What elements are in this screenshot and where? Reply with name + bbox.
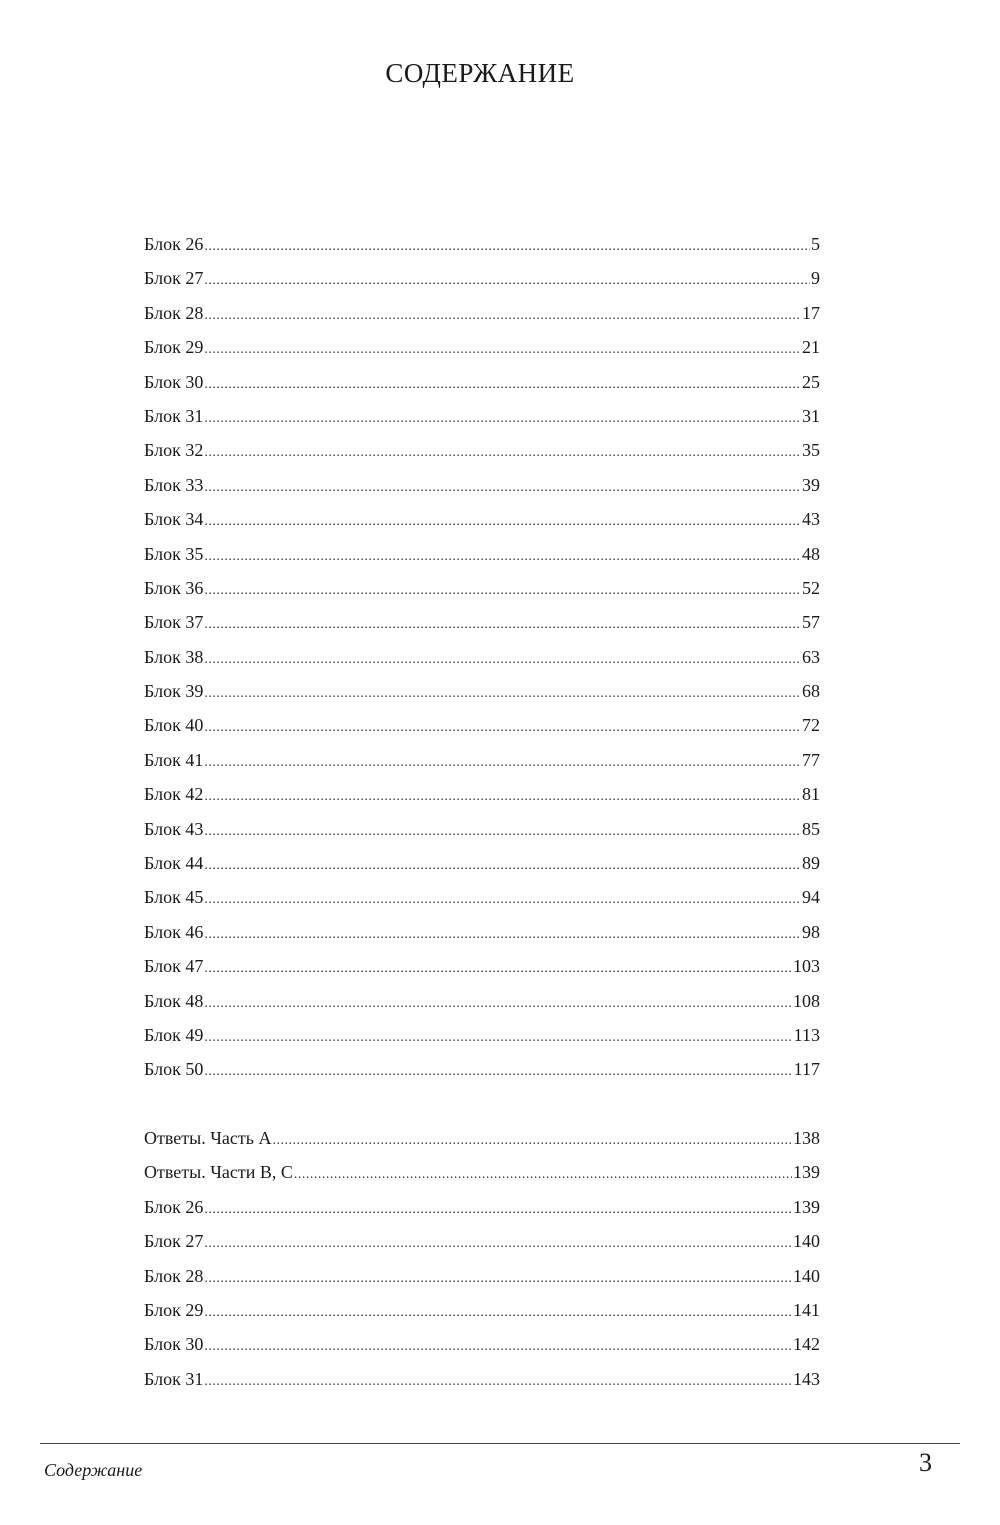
toc-leader-dots [204, 677, 801, 711]
toc-entry-page: 103 [793, 956, 820, 977]
toc-leader-dots [204, 918, 801, 952]
toc-entry-label: Блок 45 [144, 887, 204, 908]
toc-entry-label: Блок 42 [144, 784, 204, 805]
toc-entry[interactable] [144, 468, 820, 502]
toc-entry[interactable] [144, 296, 820, 330]
footer-page-number: 3 [919, 1448, 932, 1477]
toc-leader-dots [204, 1296, 792, 1330]
toc-entry[interactable] [144, 365, 820, 399]
toc-entry-page: 48 [802, 543, 820, 564]
toc-entry-label: Блок 27 [144, 1231, 204, 1252]
toc-leader-dots [204, 574, 801, 608]
toc-entry-label: Блок 38 [144, 646, 204, 667]
toc-entry-label: Блок 32 [144, 440, 204, 461]
toc-entry[interactable] [144, 743, 820, 777]
toc-leader-dots [204, 1365, 792, 1399]
toc-leader-dots [204, 1055, 792, 1089]
toc-entry-label: Блок 30 [144, 371, 204, 392]
footer-section-title: Содержание [44, 1460, 143, 1480]
toc-entry-label: Блок 31 [144, 405, 204, 426]
toc-entry[interactable] [144, 846, 820, 880]
toc-entry-page: 140 [793, 1265, 820, 1286]
toc-leader-dots [204, 952, 792, 986]
toc-entry[interactable] [144, 330, 820, 364]
toc-entry-page: 77 [802, 749, 820, 770]
toc-leader-dots [204, 608, 801, 642]
toc-entry-label: Блок 29 [144, 1299, 204, 1320]
toc-entry-page: 57 [802, 612, 820, 633]
toc-leader-dots [204, 1330, 792, 1364]
toc-entry-page: 94 [802, 887, 820, 908]
toc-entry-page: 17 [802, 302, 820, 323]
toc-entry-page: 39 [802, 474, 820, 495]
toc-entry[interactable] [144, 674, 820, 708]
toc-entry[interactable] [144, 1121, 820, 1155]
toc-entry-page: 141 [793, 1299, 820, 1320]
toc-entry-page: 85 [802, 818, 820, 839]
toc-leader-dots [204, 230, 810, 264]
toc-leader-dots [204, 1262, 792, 1296]
toc-entry-label: Блок 47 [144, 956, 204, 977]
toc-leader-dots [204, 780, 801, 814]
toc-entry-page: 63 [802, 646, 820, 667]
toc-entry[interactable] [144, 1224, 820, 1258]
toc-entry-label: Блок 37 [144, 612, 204, 633]
toc-entry[interactable] [144, 708, 820, 742]
toc-entry-page: 25 [802, 371, 820, 392]
toc-entry-label: Блок 28 [144, 1265, 204, 1286]
toc-entry-label: Ответы. Часть А [144, 1128, 272, 1148]
toc-entry[interactable] [144, 1052, 820, 1086]
toc-entry-page: 21 [802, 337, 820, 358]
toc-leader-dots [204, 746, 801, 780]
toc-entry[interactable] [144, 605, 820, 639]
toc-entry-page: 31 [802, 405, 820, 426]
toc-answers-list [144, 1121, 820, 1396]
toc-entry-label: Блок 49 [144, 1024, 204, 1045]
toc-entry-page: 98 [802, 921, 820, 942]
toc-entry[interactable] [144, 812, 820, 846]
toc-entry-page: 139 [793, 1196, 820, 1217]
toc-entry-label: Блок 39 [144, 681, 204, 702]
toc-entry-label: Блок 27 [144, 268, 204, 289]
toc-entry-label: Блок 30 [144, 1334, 204, 1355]
toc-entry[interactable] [144, 640, 820, 674]
toc-entry-label: Блок 28 [144, 302, 204, 323]
toc-entry-label: Блок 44 [144, 853, 204, 874]
toc-entry-page: 72 [802, 715, 820, 736]
toc-leader-dots [204, 643, 801, 677]
toc-leader-dots [204, 1227, 792, 1261]
toc-entry-label: Блок 36 [144, 577, 204, 598]
toc-leader-dots [204, 815, 801, 849]
toc-entry-label: Блок 31 [144, 1368, 204, 1389]
toc-entry-page: 113 [793, 1024, 820, 1045]
toc-entry-page: 139 [793, 1162, 820, 1183]
toc-entry-page: 117 [793, 1059, 820, 1080]
toc-entry-page: 81 [802, 784, 820, 805]
toc-entry[interactable] [144, 1155, 820, 1189]
toc-entry-page: 68 [802, 681, 820, 702]
toc-entry[interactable] [144, 571, 820, 605]
toc-entry[interactable] [144, 1190, 820, 1224]
toc-entry-page: 35 [802, 440, 820, 461]
toc-entry[interactable] [144, 984, 820, 1018]
toc-leader-dots [272, 1124, 792, 1158]
toc-entry-label: Блок 29 [144, 337, 204, 358]
toc-entry[interactable] [144, 399, 820, 433]
toc-entry-page: 108 [793, 990, 820, 1011]
toc-entry[interactable] [144, 433, 820, 467]
toc-entry-label: Блок 40 [144, 715, 204, 736]
toc-entry-page: 142 [793, 1334, 820, 1355]
toc-leader-dots [204, 987, 792, 1021]
toc-entry[interactable] [144, 1327, 820, 1361]
toc-entry-page: 140 [793, 1231, 820, 1252]
toc-entry-label: Блок 41 [144, 749, 204, 770]
toc-main-list [144, 227, 820, 1087]
toc-entry[interactable] [144, 949, 820, 983]
toc-leader-dots [204, 471, 801, 505]
toc-entry[interactable] [144, 1259, 820, 1293]
toc-entry-label: Блок 43 [144, 818, 204, 839]
toc-entry[interactable] [144, 1362, 820, 1396]
toc-entry[interactable] [144, 1293, 820, 1327]
toc-leader-dots [204, 368, 801, 402]
toc-entry[interactable] [144, 777, 820, 811]
toc-entry-label: Блок 34 [144, 509, 204, 530]
toc-entry[interactable] [144, 880, 820, 914]
page-title: СОДЕРЖАНИЕ [385, 58, 575, 88]
toc-entry-label: Блок 46 [144, 921, 204, 942]
toc-entry[interactable] [144, 261, 820, 295]
footer-divider [40, 1443, 960, 1444]
toc-entry-page: 89 [802, 853, 820, 874]
toc-leader-dots [204, 505, 801, 539]
toc-entry-label: Блок 33 [144, 474, 204, 495]
toc-entry[interactable] [144, 227, 820, 261]
toc-entry-label: Блок 26 [144, 1196, 204, 1217]
toc-entry-page: 52 [802, 577, 820, 598]
toc-entry-label: Блок 50 [144, 1059, 204, 1080]
toc-entry-page: 138 [793, 1128, 820, 1148]
toc-leader-dots [204, 333, 801, 367]
toc-leader-dots [204, 299, 801, 333]
toc-entry-label: Блок 26 [144, 234, 204, 254]
toc-leader-dots [204, 540, 801, 574]
toc-leader-dots [204, 883, 801, 917]
toc-leader-dots [204, 436, 801, 470]
toc-entry[interactable] [144, 502, 820, 536]
toc-leader-dots [204, 264, 810, 298]
toc-leader-dots [204, 711, 801, 745]
toc-entry[interactable] [144, 1018, 820, 1052]
toc-entry-label: Блок 35 [144, 543, 204, 564]
toc-leader-dots [204, 402, 801, 436]
toc-entry-page: 43 [802, 509, 820, 530]
toc-entry-page: 143 [793, 1368, 820, 1389]
toc-leader-dots [204, 1193, 792, 1227]
toc-leader-dots [204, 1021, 792, 1055]
toc-entry[interactable] [144, 915, 820, 949]
toc-entry-page: 5 [811, 234, 820, 254]
toc-leader-dots [204, 849, 801, 883]
toc-entry-label: Ответы. Части В, С [144, 1162, 293, 1183]
toc-entry-label: Блок 48 [144, 990, 204, 1011]
toc-entry-page: 9 [811, 268, 820, 289]
toc-leader-dots [294, 1158, 792, 1192]
toc-entry[interactable] [144, 537, 820, 571]
